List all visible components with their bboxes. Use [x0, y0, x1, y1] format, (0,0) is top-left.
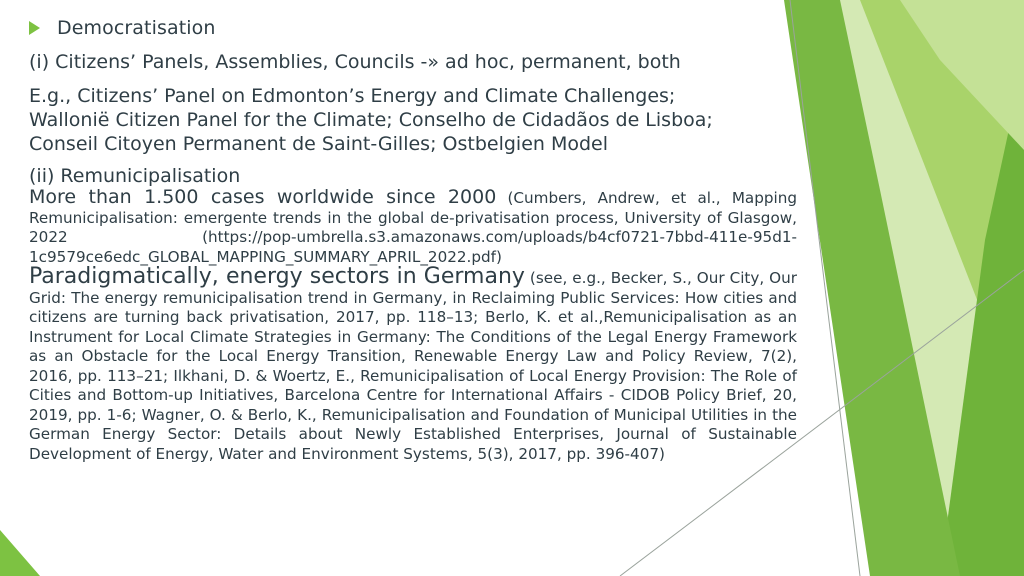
germany-paragraph [29, 264, 798, 464]
bullet-heading: Democratisation [57, 17, 216, 39]
bullet-row [29, 14, 797, 42]
germany-lead: Paradigmatically, energy sectors in Germany [29, 264, 525, 289]
line-i: (i) Citizens’ Panels, Assemblies, Councils -» ad hoc, permanent, both [29, 51, 681, 73]
example-line-2: Walloniё Citizen Panel for the Climate; Conselho de Cidadãos de Lisboa; [29, 109, 713, 131]
line-ii: (ii) Remunicipalisation [29, 165, 241, 187]
remun-lead: More than 1.500 cases worldwide since 2000 [29, 186, 497, 208]
example-line-3: Conseil Citoyen Permanent de Saint-Gilles; Ostbelgien Model [29, 133, 609, 155]
example-line-1: E.g., Citizens’ Panel on Edmonton’s Energy and Climate Challenges; [29, 85, 676, 107]
germany-citation: (see, e.g., Becker, S., Our City, Our Grid: The energy remunicipalisation trend in Germany, in Reclaiming Public Services: How cities and citizens are turning back privatisation, 2017, pp. 118–13; Berlo, K. et al.,Remunicipalisation as an Instrument for Local Climate Strategies in Germany: The Conditions of the Legal Energy Framework as an Obstacle for the Local Energy Transition, Renewable Energy Law and Policy Review, 7(2), 2016, pp. 113–21; Ilkhani, D. & Woertz, E., Remunicipalisation of Local Energy Provision: The Role of Cities and Bottom-up Initiatives, Barcelona Centre for International Affairs - CIDOB Policy Brief, 20, 2019, pp. 1-6; Wagner, O. & Berlo, K., Remunicipalisation and Foundation of Municipal Utilities in the German Energy Sector: Details about Newly Established Enterprises, Journal of Sustainable Development of Energy, Water and Environment Systems, 5(3), 2017, pp. 396-407) [29, 269, 798, 463]
green-facet-corner [0, 530, 40, 576]
remun-citation: (Cumbers, Andrew, et al., Mapping Remunicipalisation: emergente trends in the global de-privatisation process, University of Glasgow, 2022 (https://pop-umbrella.s3.amazonaws.com/uploads/b4cf0721-7bbd-411e-95d1-1c9579ce6edc_GLOBAL_MAPPING_SUMMARY_APRIL_2022.pdf) [29, 189, 798, 266]
content-area [29, 14, 797, 464]
triangle-bullet-icon [29, 21, 40, 35]
remunicipalisation-paragraph [29, 188, 797, 267]
examples-block [29, 84, 797, 156]
